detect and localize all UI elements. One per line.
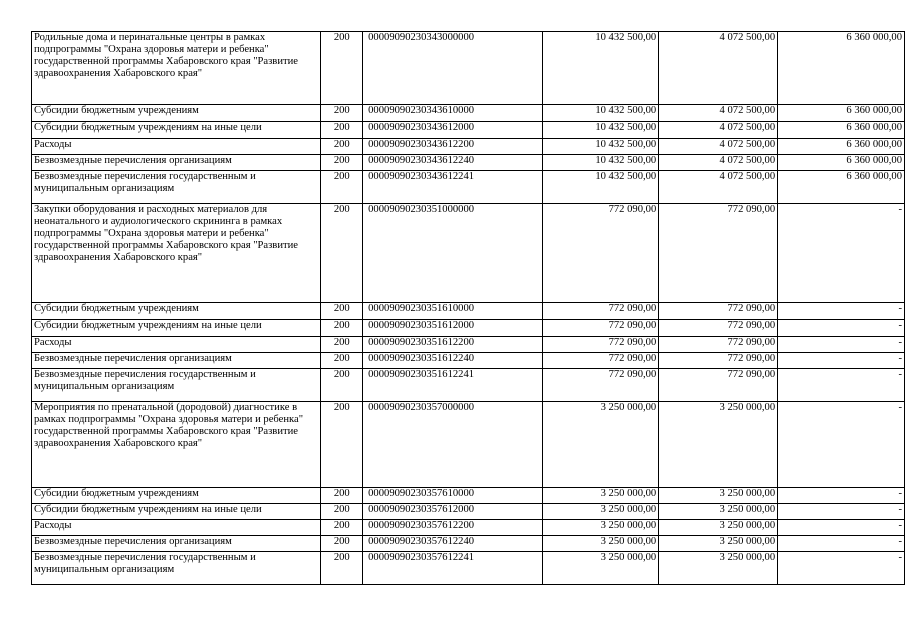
row-name: Субсидии бюджетным учреждениям на иные цели [32,320,321,337]
row-amount-2: 772 090,00 [659,353,778,369]
row-code: 200 [321,139,363,155]
row-name: Субсидии бюджетным учреждениям на иные цели [32,122,321,139]
row-amount-1: 10 432 500,00 [543,155,659,171]
row-code: 200 [321,337,363,353]
row-amount-3: - [778,536,905,552]
row-amount-1: 3 250 000,00 [543,488,659,504]
row-amount-2: 4 072 500,00 [659,171,778,204]
table-row [32,171,905,204]
row-classifier: 00009090230357612000 [363,504,543,520]
table-row [32,105,905,122]
row-code: 200 [321,105,363,122]
row-code: 200 [321,122,363,139]
row-amount-3: - [778,369,905,402]
row-amount-1: 3 250 000,00 [543,552,659,585]
row-amount-1: 772 090,00 [543,204,659,303]
row-amount-2: 4 072 500,00 [659,139,778,155]
row-amount-1: 3 250 000,00 [543,504,659,520]
row-amount-2: 4 072 500,00 [659,122,778,139]
table-row [32,155,905,171]
table-row [32,337,905,353]
row-classifier: 00009090230343610000 [363,105,543,122]
row-amount-2: 3 250 000,00 [659,504,778,520]
row-code: 200 [321,303,363,320]
table-row [32,204,905,303]
row-amount-3: - [778,520,905,536]
row-classifier: 00009090230351612200 [363,337,543,353]
row-amount-3: 6 360 000,00 [778,105,905,122]
row-classifier: 00009090230343612200 [363,139,543,155]
row-classifier: 00009090230351610000 [363,303,543,320]
row-amount-1: 10 432 500,00 [543,122,659,139]
row-amount-3: - [778,204,905,303]
row-classifier: 00009090230343612240 [363,155,543,171]
row-amount-3: - [778,303,905,320]
row-code: 200 [321,552,363,585]
row-code: 200 [321,488,363,504]
table-row [32,303,905,320]
row-name: Расходы [32,337,321,353]
row-amount-1: 772 090,00 [543,353,659,369]
row-amount-1: 3 250 000,00 [543,520,659,536]
table-row [32,488,905,504]
row-code: 200 [321,353,363,369]
row-classifier: 00009090230343000000 [363,32,543,105]
table-row [32,353,905,369]
budget-table-body [32,32,905,585]
row-code: 200 [321,32,363,105]
row-amount-2: 772 090,00 [659,337,778,353]
row-amount-1: 772 090,00 [543,320,659,337]
row-amount-2: 772 090,00 [659,320,778,337]
row-name: Родильные дома и перинатальные центры в рамках подпрограммы "Охрана здоровья матери и ребенка" государственной программы Хабаровского края "Развитие здравоохранения Хабаровского края" [32,32,321,105]
budget-table [31,31,905,585]
row-code: 200 [321,536,363,552]
row-classifier: 00009090230357000000 [363,402,543,488]
table-row [32,139,905,155]
row-amount-2: 772 090,00 [659,204,778,303]
row-amount-3: 6 360 000,00 [778,171,905,204]
row-amount-2: 4 072 500,00 [659,32,778,105]
table-row [32,369,905,402]
row-code: 200 [321,155,363,171]
row-name: Субсидии бюджетным учреждениям [32,105,321,122]
row-amount-1: 772 090,00 [543,369,659,402]
row-amount-1: 772 090,00 [543,303,659,320]
row-classifier: 00009090230357612240 [363,536,543,552]
row-name: Расходы [32,520,321,536]
row-amount-1: 3 250 000,00 [543,536,659,552]
row-name: Субсидии бюджетным учреждениям на иные цели [32,504,321,520]
row-amount-3: 6 360 000,00 [778,155,905,171]
row-name: Безвозмездные перечисления государственным и муниципальным организациям [32,552,321,585]
row-amount-2: 3 250 000,00 [659,552,778,585]
row-name: Безвозмездные перечисления организациям [32,536,321,552]
table-row [32,320,905,337]
table-row [32,536,905,552]
row-code: 200 [321,402,363,488]
budget-report-sheet [31,31,905,585]
row-name: Расходы [32,139,321,155]
row-name: Безвозмездные перечисления государственным и муниципальным организациям [32,171,321,204]
row-amount-3: 6 360 000,00 [778,32,905,105]
row-amount-3: - [778,402,905,488]
row-amount-2: 4 072 500,00 [659,155,778,171]
row-code: 200 [321,369,363,402]
row-name: Мероприятия по пренатальной (дородовой) диагностике в рамках подпрограммы "Охрана здоровья матери и ребенка" государственной программы Хабаровского края "Развитие здравоохранения Хабаровского края" [32,402,321,488]
row-amount-3: - [778,320,905,337]
row-code: 200 [321,504,363,520]
row-classifier: 00009090230351612241 [363,369,543,402]
row-amount-1: 3 250 000,00 [543,402,659,488]
table-row [32,504,905,520]
row-code: 200 [321,320,363,337]
row-amount-1: 772 090,00 [543,337,659,353]
row-amount-2: 3 250 000,00 [659,520,778,536]
table-row [32,552,905,585]
row-classifier: 00009090230357612200 [363,520,543,536]
row-classifier: 00009090230351612000 [363,320,543,337]
row-amount-2: 3 250 000,00 [659,488,778,504]
row-name: Закупки оборудования и расходных материалов для неонатального и аудиологического скрининга в рамках подпрограммы "Охрана здоровья матери и ребенка" государственной программы Хабаровского края "Развитие здравоохранения Хабаровского края" [32,204,321,303]
row-amount-3: - [778,552,905,585]
row-code: 200 [321,171,363,204]
row-amount-1: 10 432 500,00 [543,32,659,105]
row-amount-3: - [778,488,905,504]
row-name: Безвозмездные перечисления организациям [32,155,321,171]
row-code: 200 [321,204,363,303]
row-name: Субсидии бюджетным учреждениям [32,303,321,320]
row-classifier: 00009090230351612240 [363,353,543,369]
row-amount-2: 3 250 000,00 [659,536,778,552]
row-amount-3: - [778,353,905,369]
row-classifier: 00009090230343612000 [363,122,543,139]
table-row [32,520,905,536]
row-name: Безвозмездные перечисления организациям [32,353,321,369]
row-amount-3: - [778,337,905,353]
row-code: 200 [321,520,363,536]
table-row [32,122,905,139]
row-amount-2: 772 090,00 [659,303,778,320]
row-classifier: 00009090230357610000 [363,488,543,504]
row-amount-1: 10 432 500,00 [543,139,659,155]
row-amount-3: - [778,504,905,520]
row-amount-2: 3 250 000,00 [659,402,778,488]
row-amount-1: 10 432 500,00 [543,171,659,204]
table-row [32,402,905,488]
row-classifier: 00009090230343612241 [363,171,543,204]
row-amount-3: 6 360 000,00 [778,122,905,139]
row-amount-3: 6 360 000,00 [778,139,905,155]
row-amount-2: 772 090,00 [659,369,778,402]
row-classifier: 00009090230357612241 [363,552,543,585]
row-name: Безвозмездные перечисления государственным и муниципальным организациям [32,369,321,402]
table-row [32,32,905,105]
row-amount-1: 10 432 500,00 [543,105,659,122]
row-classifier: 00009090230351000000 [363,204,543,303]
row-name: Субсидии бюджетным учреждениям [32,488,321,504]
row-amount-2: 4 072 500,00 [659,105,778,122]
